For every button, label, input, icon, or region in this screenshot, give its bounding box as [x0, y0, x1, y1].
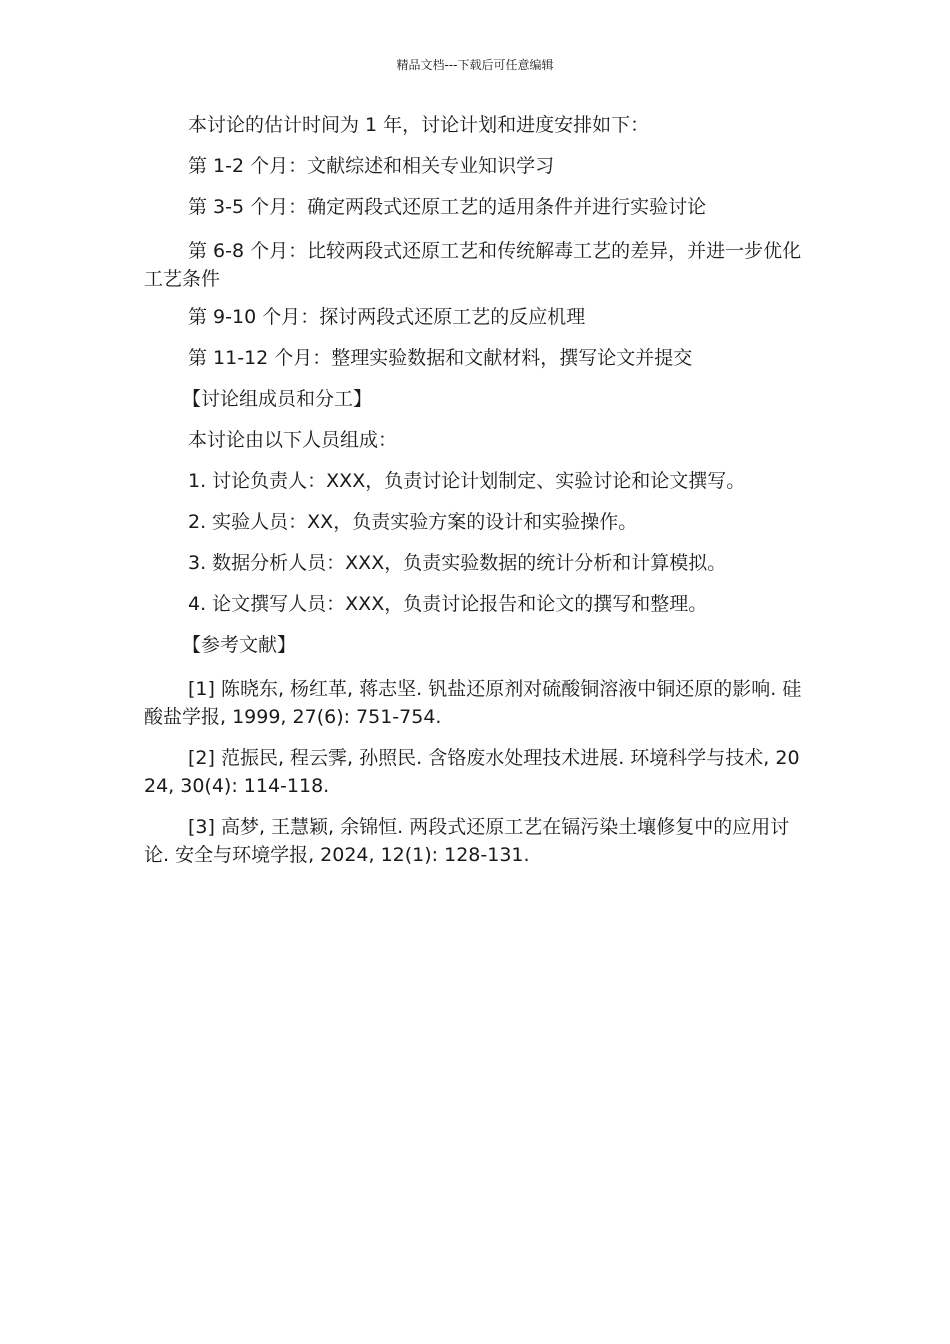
schedule-section [144, 114, 806, 370]
document-body [144, 114, 806, 882]
reference-item: [1] 陈晓东, 杨红革, 蒋志坚. 钒盐还原剂对硫酸铜溶液中铜还原的影响. 硅酸盐学报, 1999, 27(6): 751-754. [144, 678, 802, 728]
page-header-watermark: 精品文档---下载后可任意编辑 [396, 58, 554, 72]
schedule-item: 第 3-5 个月：确定两段式还原工艺的适用条件并进行实验讨论 [188, 196, 707, 218]
schedule-item: 第 9-10 个月：探讨两段式还原工艺的反应机理 [188, 306, 586, 328]
reference-item: [2] 范振民, 程云霁, 孙照民. 含铬废水处理技术进展. 环境科学与技术, 2024, 30(4): 114-118. [144, 747, 800, 797]
team-heading: 【讨论组成员和分工】 [182, 388, 373, 410]
reference-item: [3] 高梦, 王慧颖, 余锦恒. 两段式还原工艺在镉污染土壤修复中的应用讨论. 安全与环境学报, 2024, 12(1): 128-131. [144, 816, 790, 866]
schedule-item: 第 6-8 个月：比较两段式还原工艺和传统解毒工艺的差异，并进一步优化工艺条件 [144, 240, 802, 290]
references-section [144, 634, 806, 869]
team-intro: 本讨论由以下人员组成： [188, 429, 398, 451]
team-member: 2. 实验人员：XX，负责实验方案的设计和实验操作。 [188, 511, 638, 533]
team-member: 1. 讨论负责人：XXX，负责讨论计划制定、实验讨论和论文撰写。 [188, 470, 746, 492]
team-section [144, 388, 806, 616]
team-member: 4. 论文撰写人员：XXX，负责讨论报告和论文的撰写和整理。 [188, 593, 708, 615]
references-heading: 【参考文献】 [182, 634, 297, 656]
team-member: 3. 数据分析人员：XXX，负责实验数据的统计分析和计算模拟。 [188, 552, 727, 574]
schedule-item: 第 11-12 个月：整理实验数据和文献材料，撰写论文并提交 [188, 347, 693, 369]
schedule-intro: 本讨论的估计时间为 1 年，讨论计划和进度安排如下： [188, 114, 650, 136]
schedule-item: 第 1-2 个月：文献综述和相关专业知识学习 [188, 155, 555, 177]
